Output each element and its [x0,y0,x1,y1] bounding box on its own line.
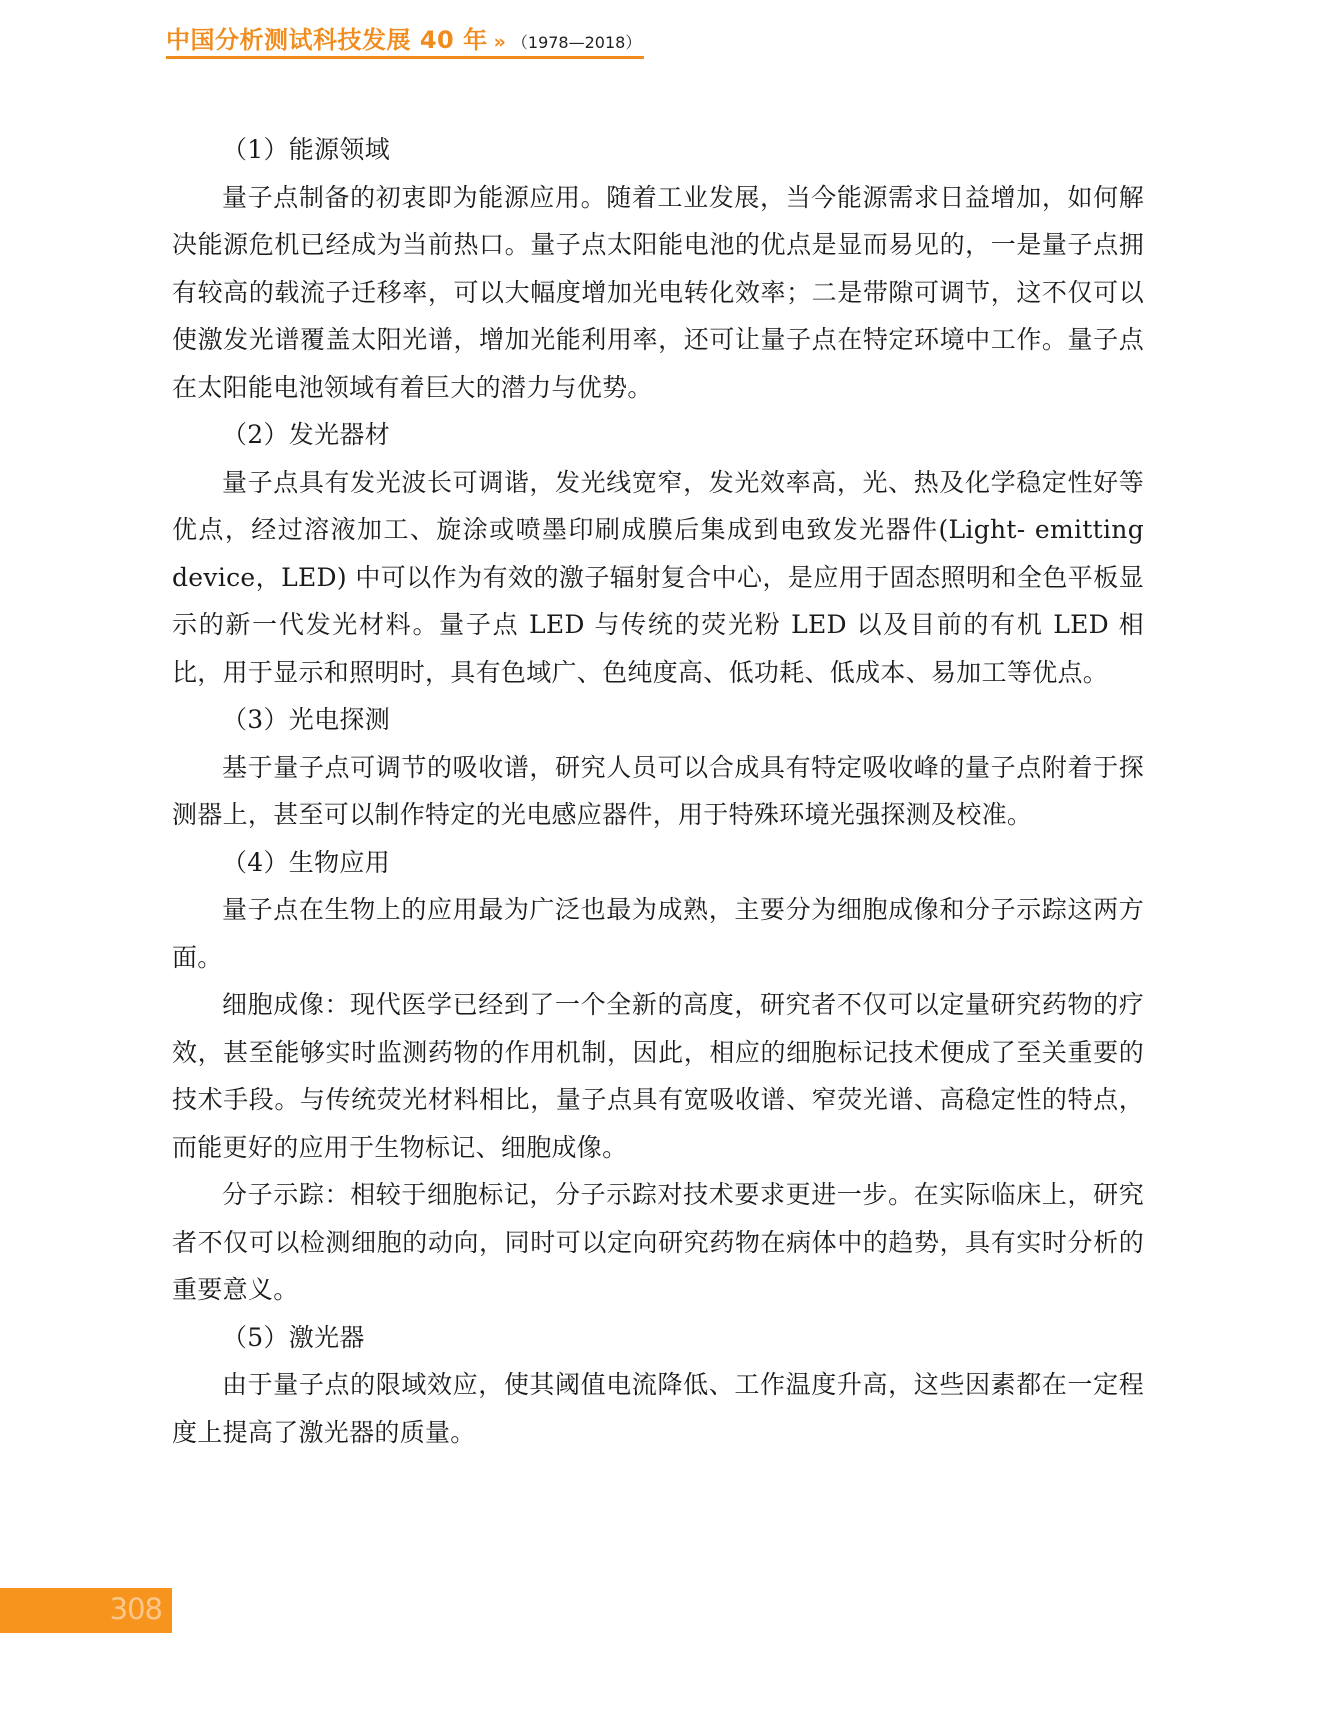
section-heading-biology: （4）生物应用 [222,847,391,877]
page-number-tab [0,1588,172,1633]
double-chevron-icon: » [493,31,506,53]
paragraph: 基于量子点可调节的吸收谱，研究人员可以合成具有特定吸收峰的量子点附着于探测器上，甚至可以制作特定的光电感应器件，用于特殊环境光强探测及校准。 [172,752,1144,829]
year-range: （1978—2018） [511,33,642,52]
header-rule [166,56,644,59]
section-heading-laser: （5）激光器 [222,1322,365,1352]
paragraph: 量子点具有发光波长可调谐，发光线宽窄，发光效率高，光、热及化学稳定性好等优点，经过溶液加工、旋涂或喷墨印刷成膜后集成到电致发光器件(Light- emitting device，LED) 中可以作为有效的激子辐射复合中心，是应用于固态照明和全色平板显示的新一代发光材料。量子点 LED 与传统的荧光粉 LED 以及目前的有机 LED 相比，用于显示和照明时，具有色域广、色纯度高、低功耗、低成本、易加工等优点。 [172,467,1144,687]
paragraph: 细胞成像：现代医学已经到了一个全新的高度，研究者不仅可以定量研究药物的疗效，甚至能够实时监测药物的作用机制，因此，相应的细胞标记技术便成了至关重要的技术手段。与传统荧光材料相比，量子点具有宽吸收谱、窄荧光谱、高稳定性的特点，而能更好的应用于生物标记、细胞成像。 [172,990,1144,1162]
paragraph: 由于量子点的限域效应，使其阈值电流降低、工作温度升高，这些因素都在一定程度上提高了激光器的质量。 [172,1370,1144,1447]
running-header [166,20,641,55]
page-number: 308 [109,1592,162,1626]
section-heading-light-emitting: （2）发光器材 [222,420,391,449]
book-title: 中国分析测试科技发展 40 年 [166,26,488,54]
paragraph: 量子点在生物上的应用最为广泛也最为成熟，主要分为细胞成像和分子示踪这两方面。 [172,895,1144,972]
paragraph: 量子点制备的初衷即为能源应用。随着工业发展，当今能源需求日益增加，如何解决能源危机已经成为当前热口。量子点太阳能电池的优点是显而易见的，一是量子点拥有较高的载流子迁移率，可以大幅度增加光电转化效率；二是带隙可调节，这不仅可以使激发光谱覆盖太阳光谱，增加光能利用率，还可让量子点在特定环境中工作。量子点在太阳能电池领域有着巨大的潜力与优势。 [172,182,1144,402]
body-text [172,126,1144,1456]
section-heading-energy: （1）能源领域 [222,135,391,164]
section-heading-photodetection: （3）光电探测 [222,705,391,734]
paragraph: 分子示踪：相较于细胞标记，分子示踪对技术要求更进一步。在实际临床上，研究者不仅可以检测细胞的动向，同时可以定向研究药物在病体中的趋势，具有实时分析的重要意义。 [172,1180,1144,1304]
